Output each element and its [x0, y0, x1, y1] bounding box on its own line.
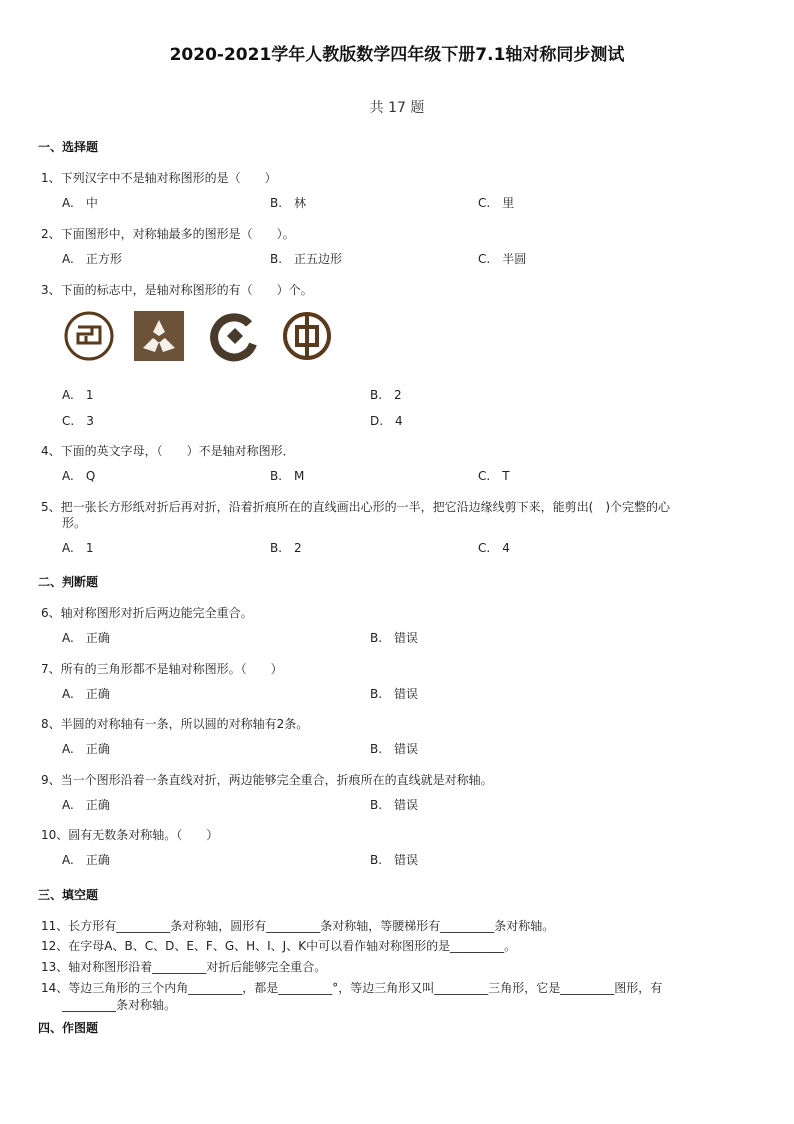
logo-icon-1 — [63, 310, 115, 362]
section-heading-judge: 二、判断题 — [38, 575, 99, 589]
q1-option-b[interactable]: B. 林 — [270, 196, 307, 210]
page-title: 2020-2021学年人教版数学四年级下册7.1轴对称同步测试 — [169, 45, 625, 65]
q2-option-c[interactable]: C. 半圆 — [478, 252, 527, 266]
question-6: 6、轴对称图形对折后两边能完全重合。 — [41, 606, 253, 620]
question-5-line2: 形。 — [62, 516, 87, 530]
q4-option-a[interactable]: A. Q — [62, 469, 96, 483]
section-heading-draw: 四、作图题 — [38, 1021, 99, 1035]
question-14-line2: _________条对称轴。 — [62, 998, 177, 1012]
q2-option-a[interactable]: A. 正方形 — [62, 252, 122, 266]
logo-icon-2 — [133, 310, 185, 362]
section-heading-fill: 三、填空题 — [38, 888, 99, 902]
question-4: 4、下面的英文字母，（ ）不是轴对称图形． — [41, 444, 295, 458]
q9-option-b[interactable]: B. 错误 — [370, 798, 419, 812]
section-heading-choice: 一、选择题 — [38, 140, 99, 154]
question-9: 9、当一个图形沿着一条直线对折，两边能够完全重合，折痕所在的直线就是对称轴。 — [41, 773, 493, 787]
question-1: 1、下列汉字中不是轴对称图形的是（ ） — [41, 171, 277, 185]
question-count: 共 17 题 — [369, 100, 425, 116]
q5-option-c[interactable]: C. 4 — [478, 541, 510, 555]
question-11: 11、长方形有_________条对称轴，圆形有_________条对称轴，等腰梯形有_________条对称轴。 — [41, 919, 555, 933]
question-2: 2、下面图形中，对称轴最多的图形是（ ）。 — [41, 227, 295, 241]
question-12: 12、在字母A、B、C、D、E、F、G、H、I、J、K中可以看作轴对称图形的是_________。 — [41, 939, 517, 953]
q3-option-a[interactable]: A. 1 — [62, 388, 94, 402]
q9-option-a[interactable]: A. 正确 — [62, 798, 110, 812]
q6-option-b[interactable]: B. 错误 — [370, 631, 419, 645]
q8-option-a[interactable]: A. 正确 — [62, 742, 110, 756]
question-3: 3、下面的标志中，是轴对称图形的有（ ）个。 — [41, 283, 313, 297]
q4-option-b[interactable]: B. M — [270, 469, 305, 483]
q1-option-c[interactable]: C. 里 — [478, 196, 515, 210]
q6-option-a[interactable]: A. 正确 — [62, 631, 110, 645]
q3-option-b[interactable]: B. 2 — [370, 388, 402, 402]
question-14-line1: 14、等边三角形的三个内角_________，都是_________°，等边三角形又叫_________三角形，它是_________图形，有 — [41, 981, 663, 995]
q2-option-b[interactable]: B. 正五边形 — [270, 252, 343, 266]
question-5-line1: 5、把一张长方形纸对折后再对折，沿着折痕所在的直线画出心形的一半，把它沿边缘线剪下来，能剪出( )个完整的心 — [41, 500, 671, 514]
question-10: 10、圆有无数条对称轴。（ ） — [41, 828, 219, 842]
q1-option-a[interactable]: A. 中 — [62, 196, 98, 210]
q7-option-a[interactable]: A. 正确 — [62, 687, 110, 701]
q7-option-b[interactable]: B. 错误 — [370, 687, 419, 701]
q10-option-a[interactable]: A. 正确 — [62, 853, 110, 867]
q3-option-c[interactable]: C. 3 — [62, 414, 94, 428]
logo-icon-4 — [281, 310, 333, 362]
question-7: 7、所有的三角形都不是轴对称图形。（ ） — [41, 662, 283, 676]
q3-option-d[interactable]: D. 4 — [370, 414, 403, 428]
q5-option-b[interactable]: B. 2 — [270, 541, 302, 555]
q8-option-b[interactable]: B. 错误 — [370, 742, 419, 756]
question-13: 13、轴对称图形沿着_________对折后能够完全重合。 — [41, 960, 327, 974]
question-8: 8、半圆的对称轴有一条，所以圆的对称轴有2条。 — [41, 717, 309, 731]
logo-icon-3 — [209, 310, 261, 362]
q10-option-b[interactable]: B. 错误 — [370, 853, 419, 867]
q4-option-c[interactable]: C. T — [478, 469, 510, 483]
q5-option-a[interactable]: A. 1 — [62, 541, 94, 555]
